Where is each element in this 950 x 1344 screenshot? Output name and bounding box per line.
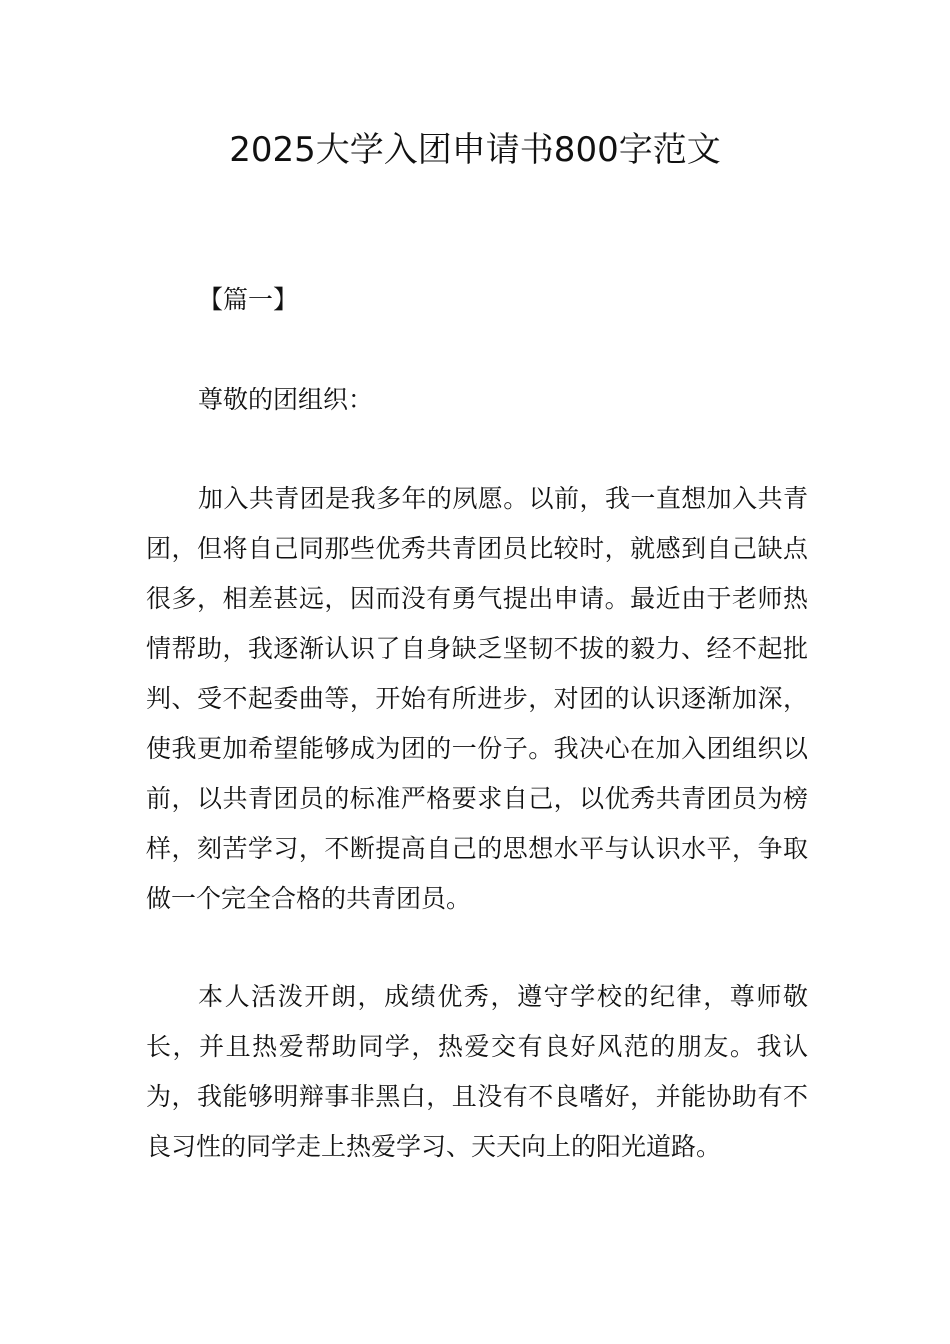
section-label: 【篇一】 — [198, 285, 299, 314]
body-paragraph: 本人活泼开朗，成绩优秀，遵守学校的纪律，尊师敬长，并且热爱帮助同学，热爱交有良好风范的朋友。我认为，我能够明辩事非黑白，且没有不良嗜好，并能协助有不良习性的同学走上热爱学习、天天向上的阳光道路。 — [146, 982, 808, 1161]
body-paragraph: 加入共青团是我多年的夙愿。以前，我一直想加入共青团，但将自己同那些优秀共青团员比较时，就感到自己缺点很多，相差甚远，因而没有勇气提出申请。最近由于老师热情帮助，我逐渐认识了自身缺乏坚韧不拔的毅力、经不起批判、受不起委曲等，开始有所进步，对团的认识逐渐加深，使我更加希望能够成为团的一份子。我决心在加入团组织以前，以共青团员的标准严格要求自己，以优秀共青团员为榜样，刻苦学习，不断提高自己的思想水平与认识水平，争取做一个完全合格的共青团员。 — [146, 484, 808, 913]
salutation: 尊敬的团组织： — [198, 385, 374, 414]
document-title: 2025大学入团申请书800字范文 — [229, 130, 721, 170]
